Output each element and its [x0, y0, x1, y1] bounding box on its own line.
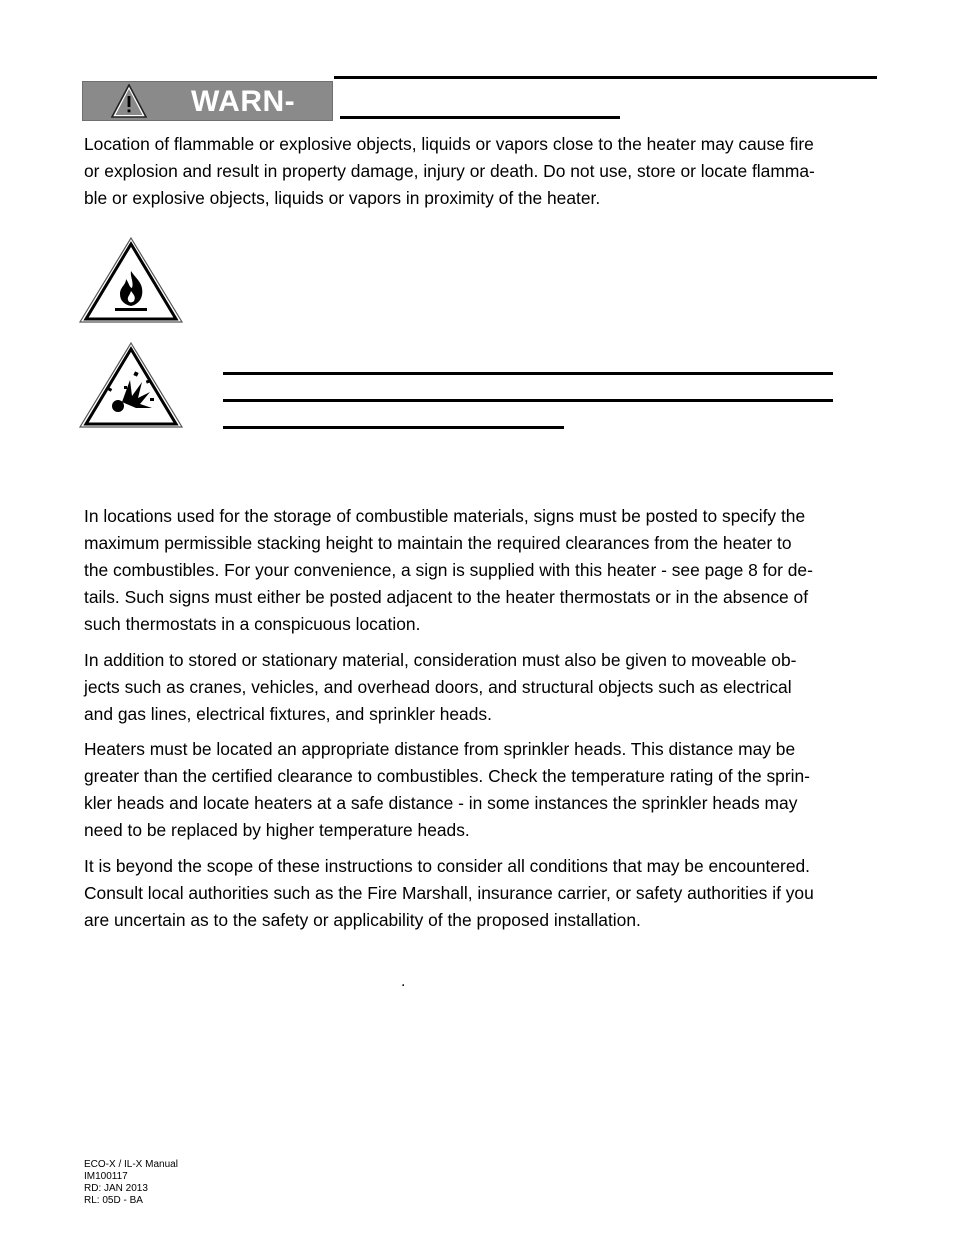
warning-word: WARN- [191, 85, 296, 118]
explosive-warning-icon [78, 340, 184, 430]
document-footer: ECO-X / IL-X Manual IM100117 RD: JAN 2013 RL: 05D - BA [84, 1159, 178, 1206]
warning-banner [82, 81, 333, 121]
underline-rule-1 [223, 372, 833, 375]
stray-period: . [401, 973, 406, 990]
underline-rule-2 [223, 399, 833, 402]
body-paragraph-moveable: In addition to stored or stationary material, consideration must also be given to moveable ob- jects such as cranes, vehicles, and overhead doors, and structural objects such as electrical and gas lines, electrical fixtures, and sprinkler heads. [84, 650, 797, 724]
body-paragraph-sprinkler: Heaters must be located an appropriate distance from sprinkler heads. This distance may be greater than the certified clearance to combustibles. Check the temperature rating of the sprin- kler heads and locate heaters at a safe distance - in some instances the sprinkler heads may need to be replaced by higher temperature heads. [84, 739, 810, 840]
top-rule [334, 76, 877, 79]
flammable-warning-icon [78, 235, 184, 325]
body-paragraph-storage: In locations used for the storage of combustible materials, signs must be posted to specify the maximum permissible stacking height to maintain the required clearances from the heater to the combustibles. For your convenience, a sign is supplied with this heater - see page 8 for de- tails. Such signs must either be posted adjacent to the heater thermostats or in the absence of such thermostats in a conspicuous location. [84, 506, 813, 634]
body-paragraph-scope: It is beyond the scope of these instructions to consider all conditions that may be encountered. Consult local authorities such as the Fire Marshall, insurance carrier, or safety authorities if you are uncertain as to the safety or applicability of the proposed installation. [84, 856, 814, 930]
exclamation-triangle-icon [111, 84, 147, 118]
intro-paragraph: Location of flammable or explosive objects, liquids or vapors close to the heater may cause fire or explosion and result in property damage, injury or death. Do not use, store or locate flamma- ble or explosive objects, liquids or vapors in proximity of the heater. [84, 134, 815, 208]
underline-rule-3 [223, 426, 564, 429]
banner-underline [340, 116, 620, 119]
